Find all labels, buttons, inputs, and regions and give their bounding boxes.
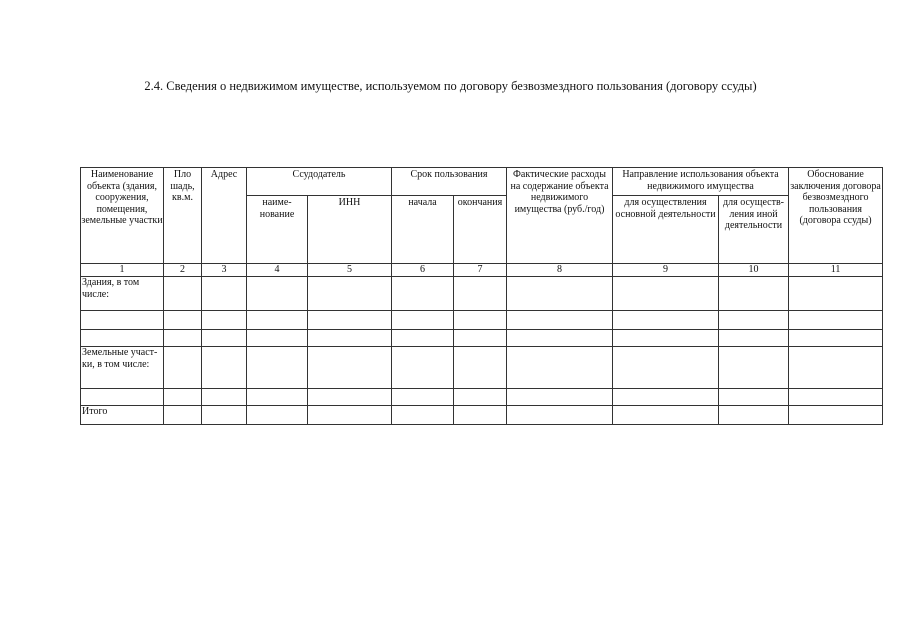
table-cell: [164, 389, 202, 406]
header-lender-inn: ИНН: [308, 196, 392, 264]
table-cell: [507, 277, 613, 311]
column-number: 11: [789, 264, 883, 277]
table-cell: [308, 330, 392, 347]
table-cell: [507, 389, 613, 406]
column-number: 3: [202, 264, 247, 277]
table-cell: [789, 389, 883, 406]
table-row-land: [81, 347, 883, 389]
table-cell: [164, 347, 202, 389]
table-cell: [454, 277, 507, 311]
table-cell: [392, 389, 454, 406]
table-cell: [613, 311, 719, 330]
table-row: [81, 311, 883, 330]
table-row-total: [81, 406, 883, 425]
table-cell: [613, 389, 719, 406]
table-cell: [719, 277, 789, 311]
table-cell: [392, 347, 454, 389]
header-row-1: [81, 168, 883, 196]
table-cell: [507, 330, 613, 347]
table-cell: [392, 311, 454, 330]
header-term-start: начала: [392, 196, 454, 264]
column-number: 10: [719, 264, 789, 277]
table-cell: [719, 389, 789, 406]
table-cell: [613, 347, 719, 389]
table-cell: [308, 277, 392, 311]
column-number: 6: [392, 264, 454, 277]
table-cell: [247, 347, 308, 389]
table-cell: [392, 330, 454, 347]
header-term-group: Срок пользования: [392, 168, 507, 196]
table-cell: [247, 406, 308, 425]
table-cell: [789, 347, 883, 389]
table-cell: [613, 406, 719, 425]
column-number: 4: [247, 264, 308, 277]
table-cell: [164, 277, 202, 311]
table-cell: [613, 277, 719, 311]
column-number: 1: [81, 264, 164, 277]
table-cell: [789, 277, 883, 311]
table-cell: [81, 311, 164, 330]
table-cell: [247, 330, 308, 347]
table-cell: [247, 277, 308, 311]
table-cell: [308, 389, 392, 406]
table-cell: [789, 330, 883, 347]
table-cell: [454, 330, 507, 347]
row-label-buildings: Здания, в том числе:: [81, 277, 164, 311]
column-number: 2: [164, 264, 202, 277]
table-row: [81, 330, 883, 347]
column-number: 5: [308, 264, 392, 277]
table-cell: [247, 311, 308, 330]
header-main-activity: для осуществления основной деятельности: [613, 196, 719, 264]
header-actual-expenses: Фактические расходы на содержание объекта недвижимого имущества (руб./год): [507, 168, 613, 264]
table-cell: [719, 406, 789, 425]
header-address: Адрес: [202, 168, 247, 264]
table-cell: [202, 406, 247, 425]
table-cell: [392, 277, 454, 311]
table-cell: [202, 347, 247, 389]
table-cell: [202, 330, 247, 347]
table-cell: [613, 330, 719, 347]
header-justification: Обоснование заключения договора безвозмездного пользования (договора ссуды): [789, 168, 883, 264]
table-cell: [164, 330, 202, 347]
column-number: 9: [613, 264, 719, 277]
header-lender-name: наиме- нование: [247, 196, 308, 264]
column-number: 8: [507, 264, 613, 277]
table-cell: [202, 277, 247, 311]
table-cell: [719, 330, 789, 347]
table-cell: [202, 311, 247, 330]
table-cell: [719, 311, 789, 330]
header-object-name: Наименование объекта (здания, сооружения, помещения, земельные участки: [81, 168, 164, 264]
header-purpose-group: Направление использования объекта недвижимого имущества: [613, 168, 789, 196]
table-cell: [247, 389, 308, 406]
table-cell: [454, 347, 507, 389]
table-cell: [454, 389, 507, 406]
table-cell: [507, 406, 613, 425]
page-title: 2.4. Сведения о недвижимом имуществе, используемом по договору безвозмездного пользования (договору ссуды): [144, 79, 757, 93]
table-row: [81, 389, 883, 406]
table-cell: [507, 311, 613, 330]
table-cell: [202, 389, 247, 406]
row-label-total: Итого: [81, 406, 164, 425]
table-cell: [789, 406, 883, 425]
table-cell: [392, 406, 454, 425]
header-term-end: окончания: [454, 196, 507, 264]
table-cell: [81, 389, 164, 406]
table-cell: [308, 406, 392, 425]
table-cell: [164, 311, 202, 330]
header-other-activity: для осуществ- ления иной деятельности: [719, 196, 789, 264]
table-cell: [507, 347, 613, 389]
table-row-buildings: [81, 277, 883, 311]
property-table: [80, 167, 883, 425]
header-area: Пло шадь, кв.м.: [164, 168, 202, 264]
header-lender-group: Ссудодатель: [247, 168, 392, 196]
table-cell: [164, 406, 202, 425]
column-numbers-row: [81, 264, 883, 277]
table-cell: [789, 311, 883, 330]
table-cell: [81, 330, 164, 347]
table-cell: [308, 347, 392, 389]
table-cell: [719, 347, 789, 389]
row-label-land: Земельные участ- ки, в том числе:: [81, 347, 164, 389]
column-number: 7: [454, 264, 507, 277]
table-cell: [454, 311, 507, 330]
table-cell: [308, 311, 392, 330]
table-cell: [454, 406, 507, 425]
